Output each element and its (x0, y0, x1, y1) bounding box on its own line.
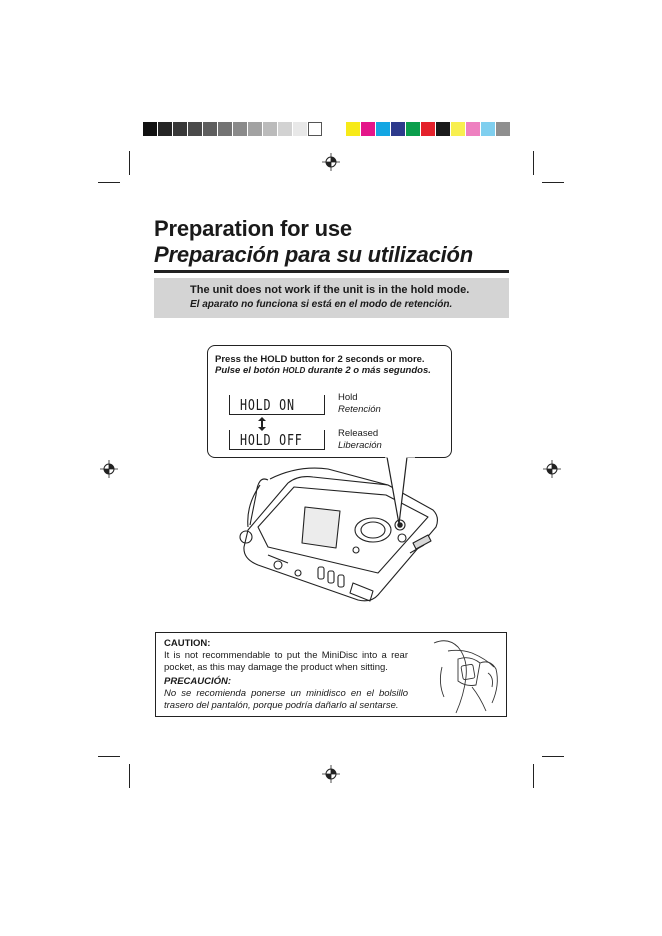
registration-target-left (100, 460, 118, 478)
crop-mark-bottom-right-vertical (533, 764, 534, 788)
color-swatch (436, 122, 450, 136)
page-title-spanish: Preparación para su utilización (154, 242, 474, 267)
hold-instruction-es (215, 365, 431, 376)
color-swatch (173, 122, 187, 136)
color-swatch (481, 122, 495, 136)
color-swatch (361, 122, 375, 136)
toggle-arrow-icon (257, 417, 267, 431)
page-title: Preparation for use (154, 216, 352, 241)
registration-target-bottom (322, 765, 340, 783)
crop-mark-bottom-right (542, 756, 564, 757)
color-swatch (293, 122, 307, 136)
notice-text-es: El aparato no funciona si está en el modo de retención. (190, 299, 453, 310)
color-swatch (233, 122, 247, 136)
color-swatch (406, 122, 420, 136)
color-swatch (466, 122, 480, 136)
hold-mode-notice (154, 278, 509, 318)
color-swatch (143, 122, 157, 136)
color-swatch (263, 122, 277, 136)
color-swatch (218, 122, 232, 136)
minidisc-player-illustration (228, 455, 458, 615)
crop-mark-top-right-vertical (533, 151, 534, 175)
caution-text-es: No se recomienda ponerse un minidisco en el bolsillo trasero del pantalón, porque podría dañarlo al sentarse. (164, 688, 408, 711)
registration-target-right (543, 460, 561, 478)
lcd-display-hold-on (229, 395, 325, 415)
state-hold-en: Hold (338, 392, 358, 403)
instruction-es-post: durante 2 o más segundos. (305, 365, 431, 376)
precaucion-heading: PRECAUCIÓN: (164, 676, 232, 687)
title-divider (154, 270, 509, 273)
color-swatch (188, 122, 202, 136)
lcd-display-hold-off (229, 430, 325, 450)
caution-heading: CAUTION: (164, 638, 211, 649)
hold-instruction-callout (207, 345, 452, 458)
hold-instruction-en: Press the HOLD button for 2 seconds or more. (215, 354, 425, 365)
instruction-es-button: HOLD (282, 366, 306, 375)
callout-pointer (385, 456, 415, 528)
caution-box (155, 632, 507, 717)
crop-mark-top-left (98, 182, 120, 183)
color-swatch (203, 122, 217, 136)
crop-mark-bottom-left (98, 756, 120, 757)
notice-text-en: The unit does not work if the unit is in the hold mode. (190, 284, 470, 296)
registration-target-top (322, 153, 340, 171)
state-released-es: Liberación (338, 440, 382, 451)
caution-text-en: It is not recommendable to put the MiniDisc into a rear pocket, as this may damage the product when sitting. (164, 650, 408, 673)
color-swatch (376, 122, 390, 136)
lcd-text-hold-on: HOLD ON (240, 396, 295, 414)
color-swatch (421, 122, 435, 136)
crop-mark-top-right (542, 182, 564, 183)
color-swatch (346, 122, 360, 136)
state-released-en: Released (338, 428, 379, 439)
state-hold-es: Retención (338, 404, 381, 415)
instruction-es-pre: Pulse el botón (215, 365, 283, 376)
color-swatch (451, 122, 465, 136)
color-swatch (391, 122, 405, 136)
color-swatch (248, 122, 262, 136)
color-swatch (308, 122, 322, 136)
crop-mark-bottom-left-vertical (129, 764, 130, 788)
color-swatch (496, 122, 510, 136)
lcd-text-hold-off: HOLD OFF (240, 431, 303, 449)
crop-mark-top-left-vertical (129, 151, 130, 175)
color-swatch (278, 122, 292, 136)
color-swatch (158, 122, 172, 136)
rear-pocket-illustration (428, 637, 506, 715)
